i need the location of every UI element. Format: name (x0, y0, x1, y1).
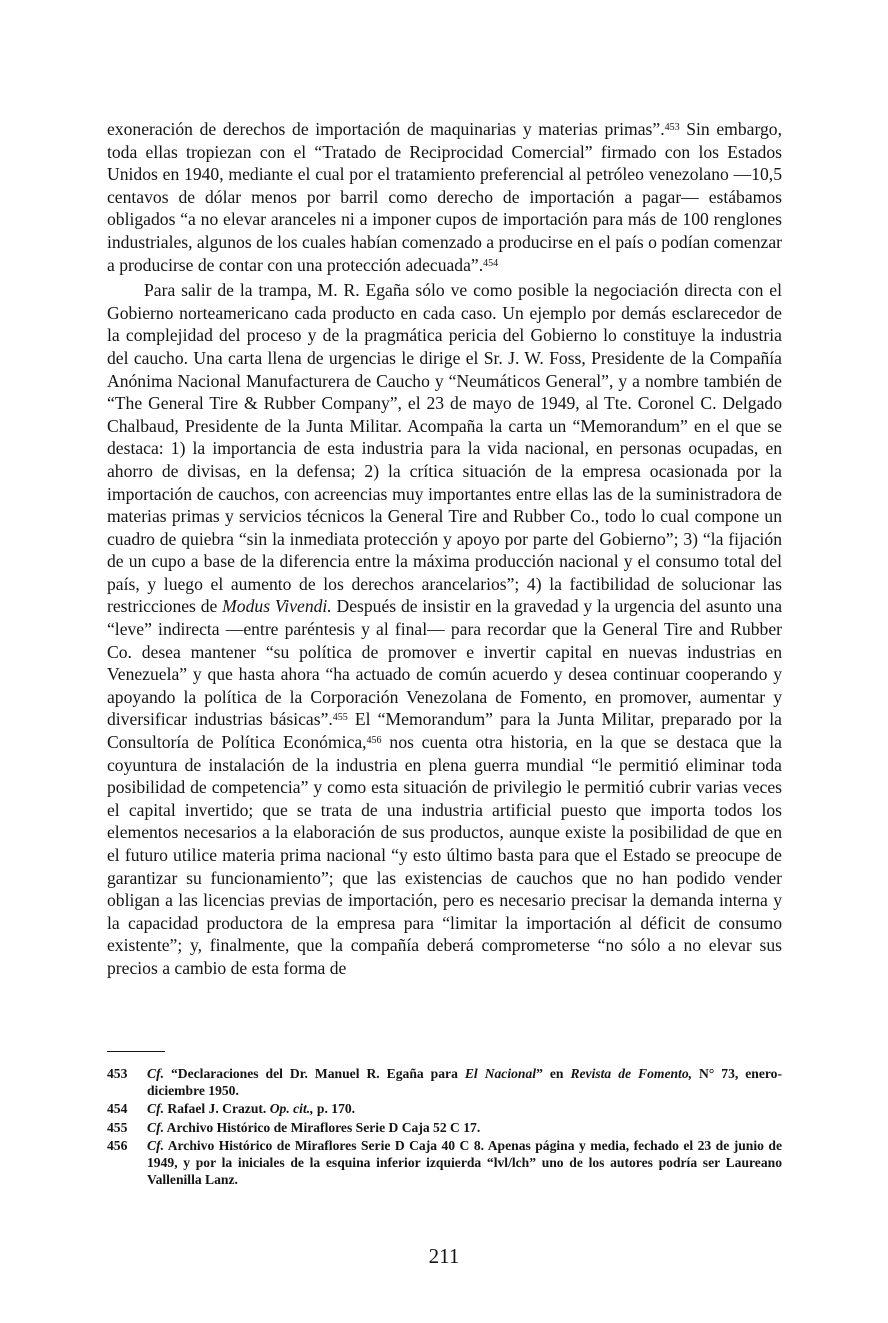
footnote-455 (107, 1120, 782, 1137)
footnote-italic-a: El Nacional (464, 1066, 537, 1081)
footnote-ref-455: 455 (332, 712, 348, 724)
paragraph-2-italic-modus-vivendi: Modus Vivendi. (222, 596, 332, 617)
footnote-ref-456: 456 (366, 735, 382, 747)
footnote-separator (107, 1051, 165, 1052)
footnote-cf: Cf. (147, 1101, 164, 1117)
footnote-text-c: N° 73, enero-diciembre 1950. (147, 1066, 782, 1098)
paragraph-2-text-d: nos cuenta otra historia, en la que se destaca que la coyuntura de instalación de la industria en plena guerra mundial “le permitió eliminar toda posibilidad de competencia” y como esta situación de privilegio le permitió cubrir varias veces el capital invertido; que se trata de una industria artificial puesto que importa todos los elementos necesarios a la elaboración de sus productos, aunque existe la posibilidad de que en el futuro utilice materia prima nacional “y esto último basta para que el Estado se preocupe de garantizar su funcionamiento”; que las existencias de cauchos que no han podido vender obligan a las licencias previas de importación, pero es necesario precisar la demanda interna y la capacidad productora de la empresa para “limitar la importación al déficit de consumo existente”; y, finalmente, que la compañía deberá comprometerse “no sólo a no elevar sus precios a cambio de esta forma de (107, 732, 782, 978)
footnote-text-b: p. 170. (313, 1101, 356, 1117)
footnote-454 (107, 1101, 782, 1118)
footnotes (107, 1066, 782, 1190)
paragraph-1-text-a: exoneración de derechos de importación de maquinarias y materias primas”. (107, 119, 665, 139)
footnote-text-a: “Declaraciones del Dr. Manuel R. Egaña para (164, 1066, 465, 1081)
footnote-number: 456 (107, 1138, 128, 1154)
footnote-text-a: Archivo Histórico de Miraflores Serie D Caja 40 C 8. Apenas página y media, fechado el 23 de junio de 1949, y por la iniciales de la esquina inferior izquierda “lvl/lch” uno de los autores podría ser Laureano Vallenilla Lanz. (147, 1138, 782, 1187)
page-number: 211 (428, 1244, 460, 1268)
footnote-text-b: ” en (536, 1066, 571, 1081)
footnote-number: 454 (107, 1101, 128, 1117)
footnote-ref-453: 453 (664, 122, 680, 133)
footnote-number: 455 (107, 1119, 128, 1135)
paragraph-2-text-b: Después de insistir en la gravedad y la urgencia del asunto una “leve” indirecta —entre paréntesis y al final— para recordar que la General Tire and Rubber Co. desea mantener “su política de promover e invertir capital en nuevas industrias en Venezuela” y que hasta ahora “ha actuado de común acuerdo y desea continuar cooperando y apoyando la política de la Corporación Venezolana de Fomento, en promover, aumentar y diversificar industrias básicas”. (107, 596, 783, 730)
footnote-cf: Cf. (147, 1119, 164, 1135)
paragraph-1 (107, 118, 782, 276)
footnote-text-a: Rafael J. Crazut. (164, 1101, 270, 1117)
footnote-ref-454: 454 (483, 257, 499, 269)
paragraph-2 (107, 279, 782, 979)
footnote-text-a: Archivo Histórico de Miraflores Serie D Caja 52 C 17. (164, 1119, 481, 1135)
footnote-cf: Cf. (147, 1066, 164, 1081)
footnote-text (147, 1066, 782, 1098)
footnote-453 (107, 1066, 782, 1099)
paragraph-1-text-b: Sin embargo, toda ellas tropiezan con el “Tratado de Reciprocidad Comercial” firmado con los Estados Unidos en 1940, mediante el cual por el tratamiento preferencial al petróleo venezolano —10,5 centavos de dólar menos por barril como derecho de importación a pagar— estábamos obligados “a no elevar aranceles ni a imponer cupos de importación para más de 100 renglones industriales, algunos de los cuales habían comenzado a producirse en el país o podían comenzar a producirse de contar con una protección adecuada”. (107, 119, 783, 275)
body-text (107, 118, 782, 980)
footnote-italic-a: Op. cit., (269, 1101, 314, 1117)
footnote-text (147, 1101, 355, 1116)
footnote-text (147, 1138, 782, 1186)
footnote-italic-b: Revista de Fomento, (570, 1066, 693, 1081)
footnote-cf: Cf. (147, 1138, 164, 1154)
footnote-number: 453 (107, 1066, 128, 1081)
paragraph-2-text-c: El “Memorandum” para la Junta Militar, preparado por la Consultoría de Política Económica, (107, 709, 782, 753)
footnote-text (147, 1120, 480, 1135)
paragraph-2-text-a: Para salir de la trampa, M. R. Egaña sólo ve como posible la negociación directa con el Gobierno norteamericano cada producto en cada caso. Un ejemplo por demás esclarecedor de la complejidad del proceso y de la pragmática pericia del Gobierno lo constituye la industria del caucho. Una carta llena de urgencias le dirige el Sr. J. W. Foss, Presidente de la Compañía Anónima Nacional Manufacturera de Caucho y “Neumáticos General”, y a nombre también de “The General Tire & Rubber Company”, el 23 de mayo de 1949, al Tte. Coronel C. Delgado Chalbaud, Presidente de la Junta Militar. Acompaña la carta un “Memorandum” en el que se destaca: 1) la importancia de esta industria para la vida nacional, en personas ocupadas, en ahorro de divisas, en la defensa; 2) la crítica situación de la empresa ocasionada por la importación de cauchos, con acreencias muy importantes entre ellas las de la suministradora de materias primas y servicios técnicos la General Tire and Rubber Co., todo lo cual compone un cuadro de quiebra “sin la inmediata protección y apoyo por parte del Gobierno”; 3) “la fijación de un cupo a base de la diferencia entre la máxima producción nacional y el consumo total del país, y luego el aumento de los derechos arancelarios”; 4) la factibilidad de solucionar las restricciones de (107, 280, 782, 617)
footnote-456 (107, 1138, 782, 1188)
